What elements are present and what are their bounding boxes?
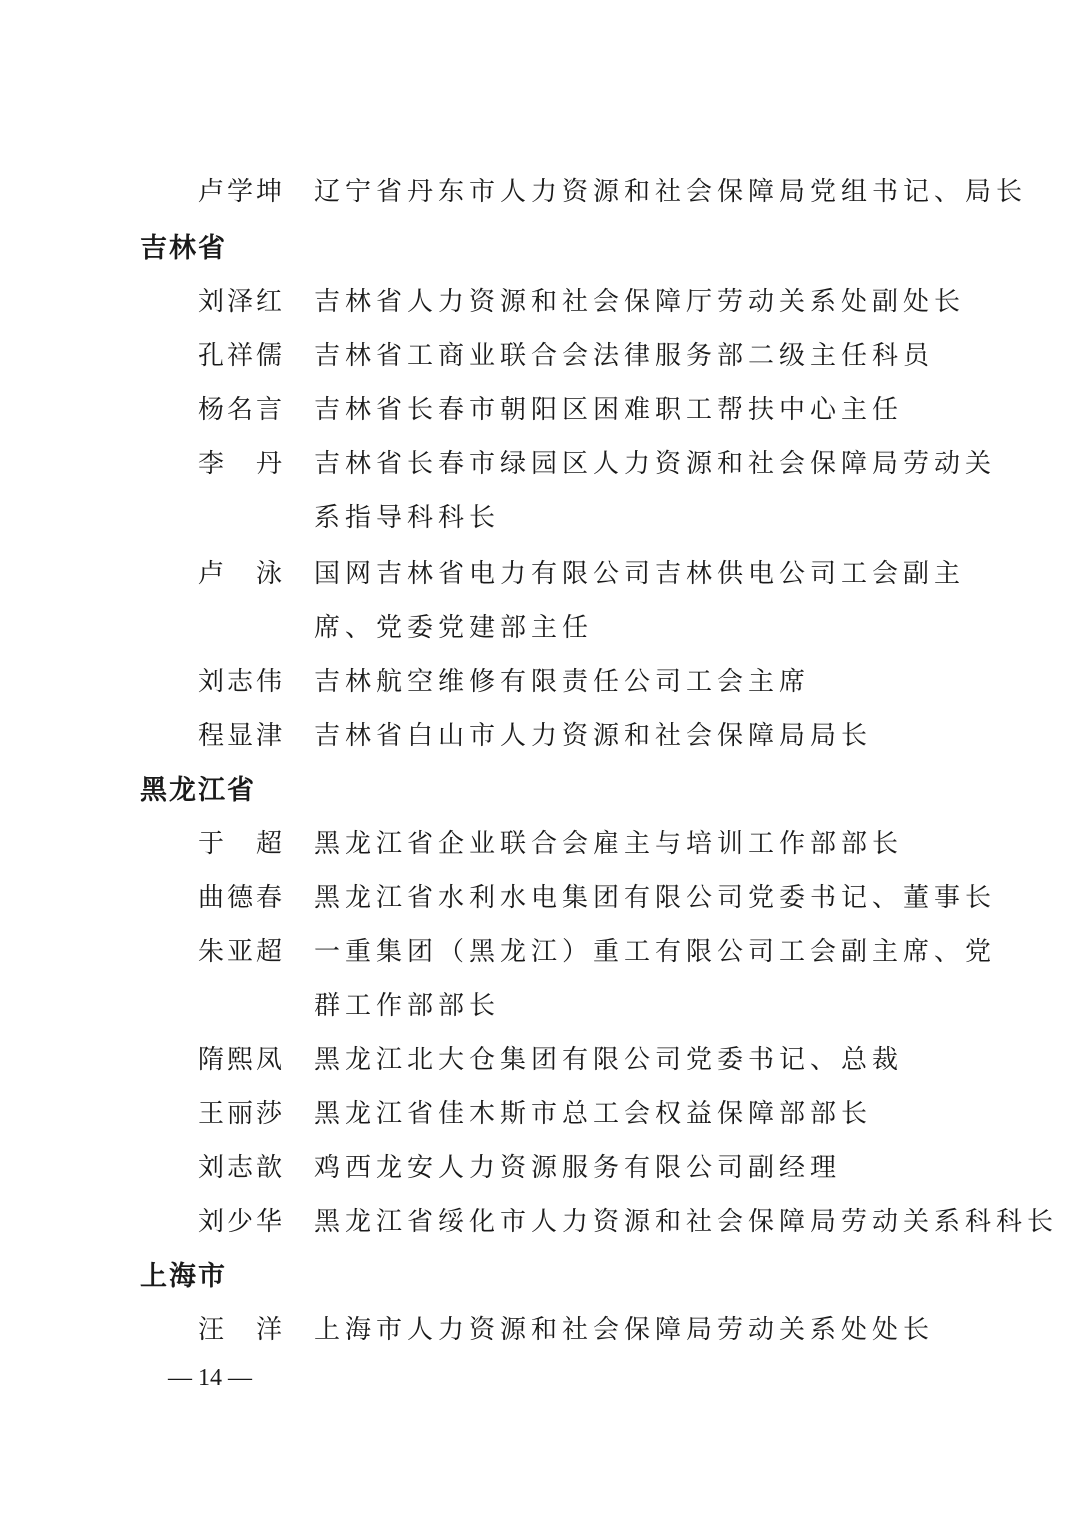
person-title-continued: 群工作部部长 [314, 991, 501, 1021]
person-name-last: 丹 [255, 449, 282, 479]
person-title: 上海市人力资源和社会保障局劳动关系处处长 [314, 1315, 935, 1345]
person-title: 黑龙江北大仓集团有限公司党委书记、总裁 [314, 1045, 904, 1075]
list-item-continuation [0, 601, 1080, 655]
person-name: 朱亚超 [198, 937, 286, 967]
list-item [0, 1087, 1080, 1141]
person-title: 吉林省白山市人力资源和社会保障局局长 [314, 721, 873, 751]
person-name [198, 1303, 282, 1357]
person-name: 刘少华 [198, 1207, 286, 1237]
person-name: 杨名言 [198, 395, 286, 425]
list-item [0, 871, 1080, 925]
section-heading-shanghai: 上海市 [140, 1261, 227, 1292]
list-item [0, 709, 1080, 763]
list-item [0, 1195, 1080, 1249]
list-item [0, 925, 1080, 979]
person-title: 辽宁省丹东市人力资源和社会保障局党组书记、局长 [314, 177, 1028, 207]
person-title-continued: 席、党委党建部主任 [314, 613, 594, 643]
person-title: 吉林航空维修有限责任公司工会主席 [314, 667, 811, 697]
person-title: 黑龙江省绥化市人力资源和社会保障局劳动关系科科长 [314, 1207, 1059, 1237]
list-item-continuation [0, 979, 1080, 1033]
person-name-first: 卢 [198, 559, 225, 589]
list-item [0, 1141, 1080, 1195]
list-item-continuation [0, 491, 1080, 545]
person-title: 鸡西龙安人力资源服务有限公司副经理 [314, 1153, 842, 1183]
person-title-continued: 系指导科科长 [314, 503, 501, 533]
person-name [198, 547, 282, 601]
person-title: 国网吉林省电力有限公司吉林供电公司工会副主 [314, 559, 966, 589]
person-name-last: 泳 [255, 559, 282, 589]
list-item [0, 547, 1080, 601]
person-name: 程显津 [198, 721, 286, 751]
person-name-last: 洋 [255, 1315, 282, 1345]
person-name: 隋熙凤 [198, 1045, 286, 1075]
person-name: 卢学坤 [198, 177, 286, 207]
page-number: — 14 — [168, 1365, 252, 1391]
person-title: 吉林省人力资源和社会保障厅劳动关系处副处长 [314, 287, 966, 317]
list-item [0, 383, 1080, 437]
person-title: 黑龙江省佳木斯市总工会权益保障部部长 [314, 1099, 873, 1129]
list-item [0, 1303, 1080, 1357]
person-name: 曲德春 [198, 883, 286, 913]
person-title: 吉林省长春市绿园区人力资源和社会保障局劳动关 [314, 449, 997, 479]
list-item [0, 275, 1080, 329]
section-heading-jilin: 吉林省 [140, 233, 227, 264]
list-item [0, 817, 1080, 871]
person-title: 黑龙江省水利水电集团有限公司党委书记、董事长 [314, 883, 997, 913]
person-name: 刘泽红 [198, 287, 286, 317]
person-name-first: 李 [198, 449, 225, 479]
person-name: 刘志歆 [198, 1153, 286, 1183]
person-name-first: 汪 [198, 1315, 225, 1345]
list-item [0, 1033, 1080, 1087]
person-name-last: 超 [255, 829, 282, 859]
person-name-first: 于 [198, 829, 225, 859]
person-title: 吉林省长春市朝阳区困难职工帮扶中心主任 [314, 395, 904, 425]
person-title: 吉林省工商业联合会法律服务部二级主任科员 [314, 341, 935, 371]
list-item [0, 437, 1080, 491]
list-item [0, 655, 1080, 709]
person-name [198, 817, 282, 871]
list-item [0, 165, 1080, 219]
person-name: 王丽莎 [198, 1099, 286, 1129]
person-name: 刘志伟 [198, 667, 286, 697]
person-name: 孔祥儒 [198, 341, 286, 371]
person-title: 黑龙江省企业联合会雇主与培训工作部部长 [314, 829, 904, 859]
person-name [198, 437, 282, 491]
list-item [0, 329, 1080, 383]
person-title: 一重集团（黑龙江）重工有限公司工会副主席、党 [314, 937, 997, 967]
section-heading-heilongjiang: 黑龙江省 [140, 775, 256, 806]
